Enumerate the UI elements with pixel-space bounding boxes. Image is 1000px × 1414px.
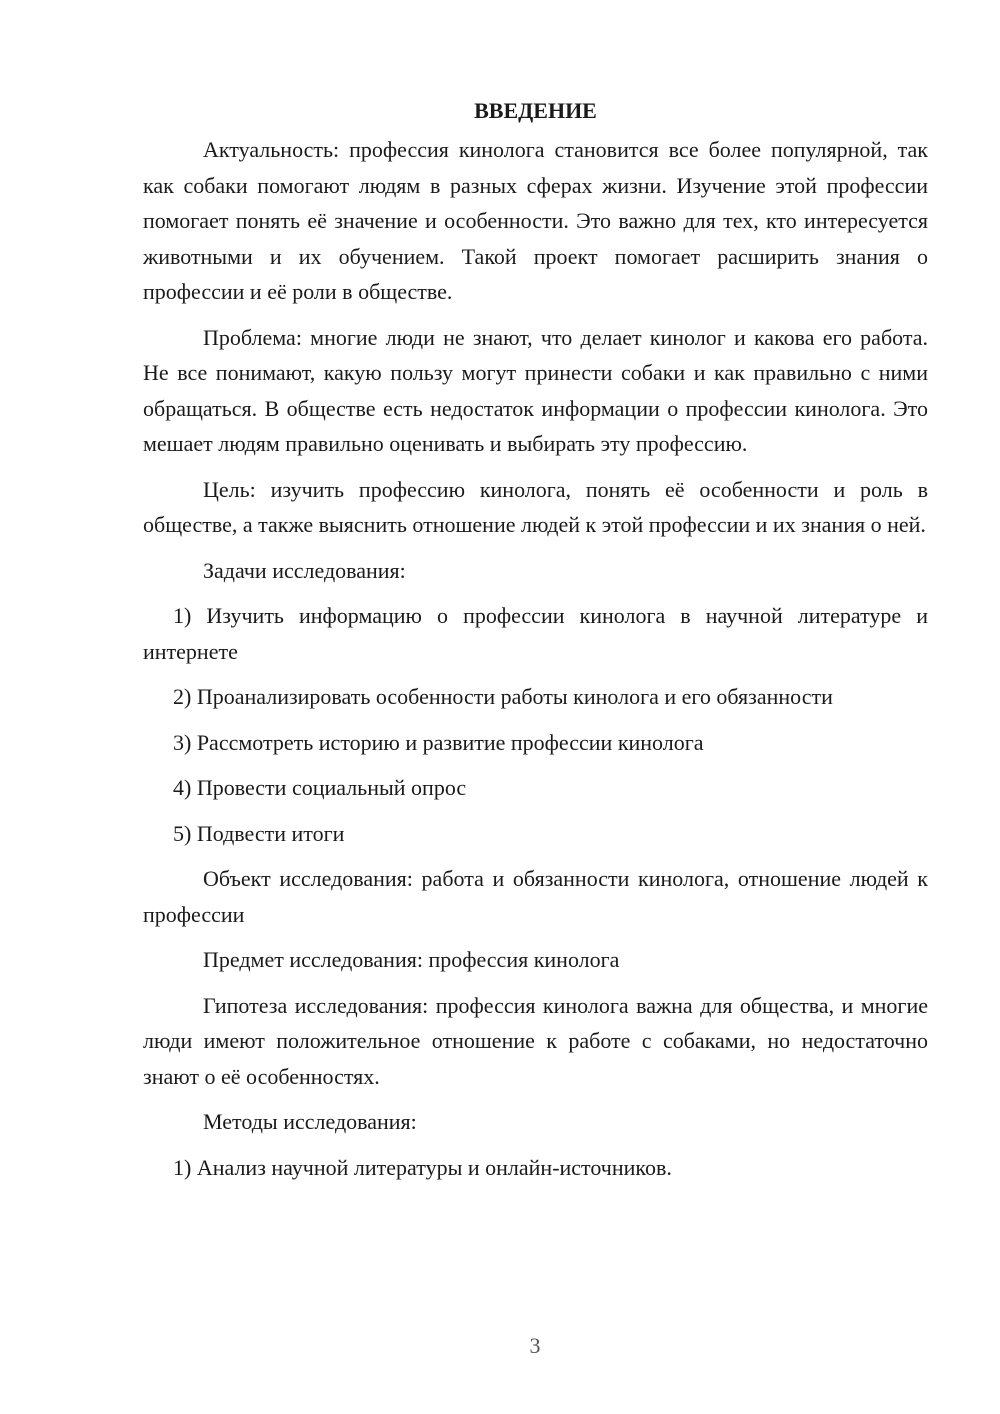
task-item-2: 2) Проанализировать особенности работы кинолога и его обязанности [173, 684, 833, 709]
task-item-1: 1) Изучить информацию о профессии кинолога в научной литературе и интернете [143, 603, 928, 664]
methods-heading: Методы исследования: [203, 1109, 417, 1134]
problem-paragraph: Проблема: многие люди не знают, что делает кинолог и какова его работа. Не все понимают, какую пользу могут принести собаки и как правильно с ними обращаться. В обществе есть недостаток информации о профессии кинолога. Это мешает людям правильно оценивать и выбирать эту профессию. [143, 324, 928, 456]
task-item-3: 3) Рассмотреть историю и развитие профессии кинолога [173, 729, 704, 755]
task-item-5: 5) Подвести итоги [173, 820, 345, 846]
tasks-heading: Задачи исследования: [203, 557, 406, 583]
task-item-4: 4) Провести социальный опрос [173, 775, 467, 800]
page-title: ВВЕДЕНИЕ [474, 98, 597, 123]
document-page [143, 96, 928, 1195]
hypothesis-paragraph: Гипотеза исследования: профессия кинолога важна для общества, и многие люди имеют положительное отношение к работе с собаками, но недостаточно знают о её особенностях. [143, 992, 928, 1089]
object-paragraph: Объект исследования: работа и обязанности кинолога, отношение людей к профессии [143, 866, 928, 927]
relevance-paragraph: Актуальность: профессия кинолога становится все более популярной, так как собаки помогают людям в разных сферах жизни. Изучение этой профессии помогает понять её значение и особенности. Это важно для тех, кто интересуется животными и их обучением. Такой проект помогает расширить знания о профессии и её роли в обществе. [143, 137, 928, 304]
subject-paragraph: Предмет исследования: профессия кинолога [203, 947, 620, 972]
page-number: 3 [529, 1333, 541, 1358]
method-item-1: 1) Анализ научной литературы и онлайн-источников. [173, 1154, 672, 1180]
goal-paragraph: Цель: изучить профессию кинолога, понять её особенности и роль в обществе, а также выяснить отношение людей к этой профессии и их знания о ней. [143, 476, 928, 537]
